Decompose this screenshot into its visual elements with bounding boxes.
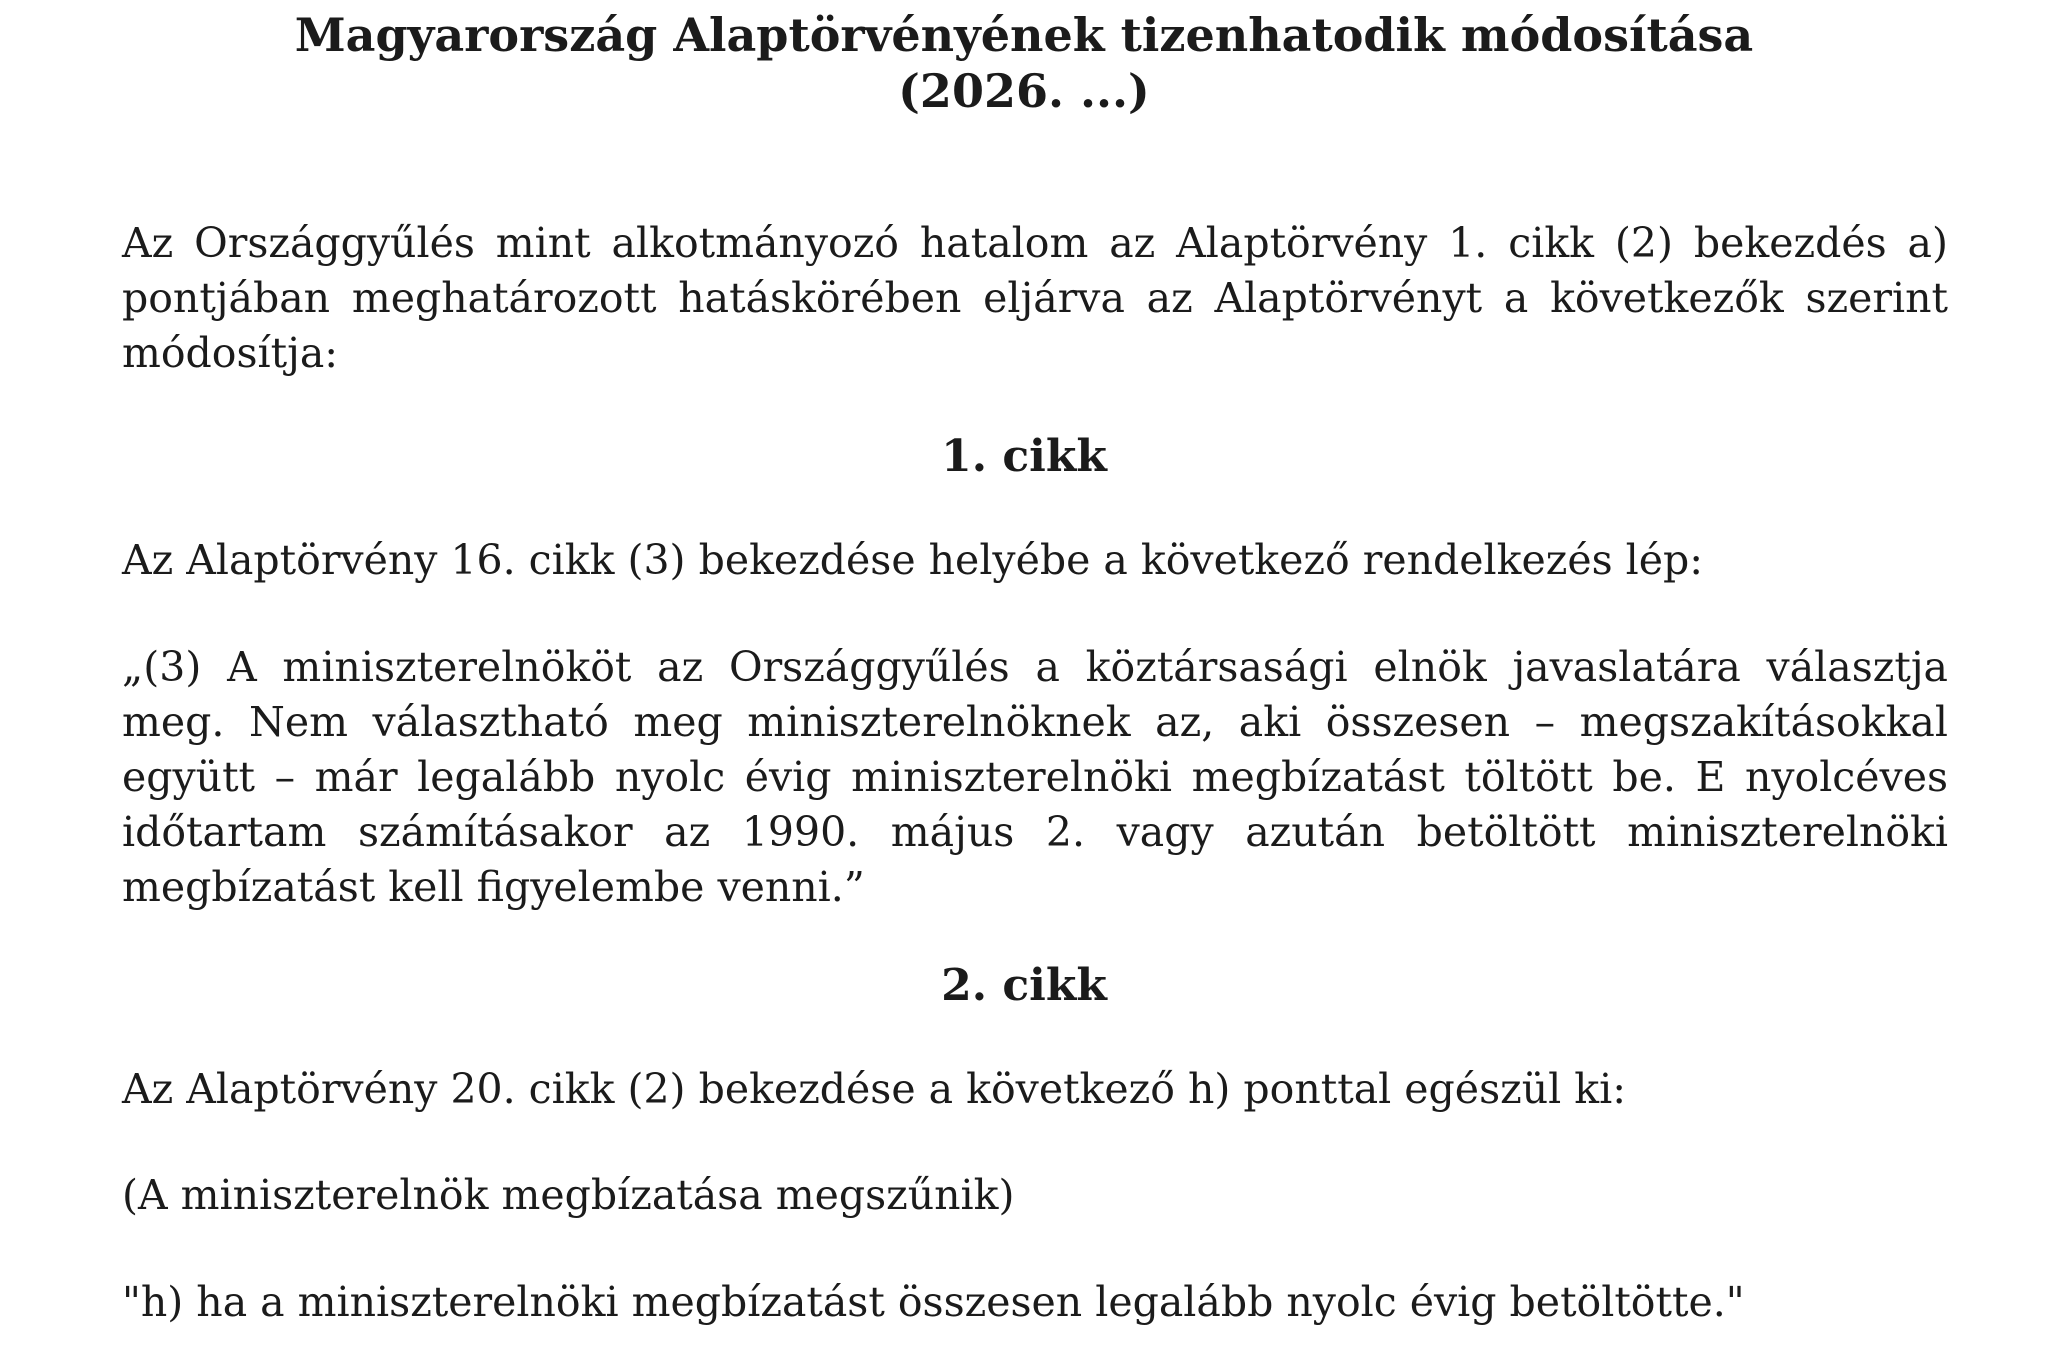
document-title: Magyarország Alaptörvényének tizenhatodik módosítása bbox=[294, 8, 1754, 62]
document-date: (2026. ...) bbox=[898, 64, 1150, 118]
article-2-lead: Az Alaptörvény 20. cikk (2) bekezdése a következő h) ponttal egészül ki: bbox=[122, 1065, 1627, 1113]
article-2-heading: 2. cikk bbox=[941, 960, 1107, 1011]
article-1-quoted-provision: „(3) A miniszterelnököt az Országgyűlés a köztársasági elnök javaslatára választja meg. Nem választható meg miniszterelnöknek az, aki összesen – megszakításokkal együtt – már legalább nyolc évig miniszterelnöki megbízatást töltött be. E nyolcéves időtartam számításakor az 1990. május 2. vagy azután betöltött miniszterelnöki megbízatást kell figyelembe venni.” bbox=[122, 643, 1948, 911]
article-1-lead: Az Alaptörvény 16. cikk (3) bekezdése helyébe a következő rendelkezés lép: bbox=[122, 536, 1704, 584]
article-1-heading: 1. cikk bbox=[941, 431, 1107, 482]
article-2-parenthetical: (A miniszterelnök megbízatása megszűnik) bbox=[122, 1171, 1015, 1219]
article-2-point-h: "h) ha a miniszterelnöki megbízatást összesen legalább nyolc évig betöltötte." bbox=[122, 1278, 1745, 1326]
preamble-paragraph: Az Országgyűlés mint alkotmányozó hatalom az Alaptörvény 1. cikk (2) bekezdés a) pontjában meghatározott hatáskörében eljárva az Alaptörvényt a következők szerint módosítja: bbox=[122, 219, 1948, 377]
